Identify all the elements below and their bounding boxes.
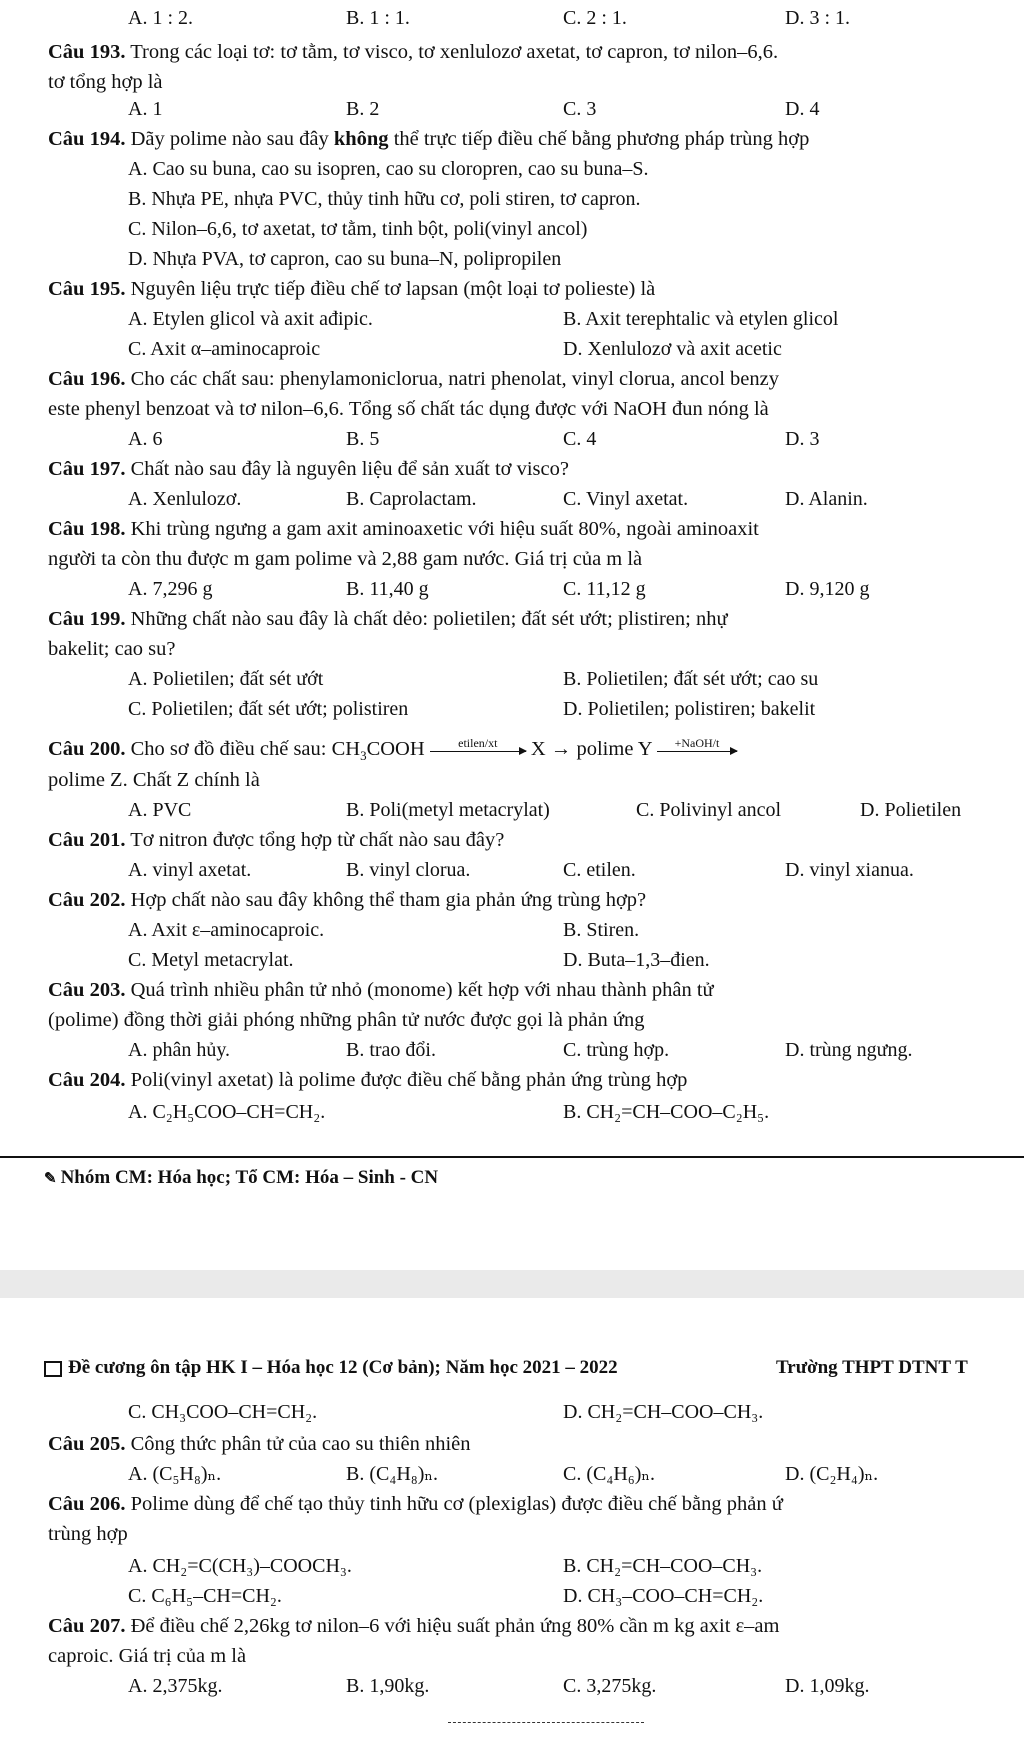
question-label: Câu 197. bbox=[48, 458, 126, 480]
question-199 bbox=[48, 607, 728, 631]
arrow-condition: etilen/xt bbox=[458, 736, 498, 750]
question-label: Câu 201. bbox=[48, 829, 126, 851]
question-202 bbox=[48, 888, 646, 912]
option-a: A. 6 bbox=[128, 428, 163, 450]
reaction-arrow bbox=[430, 737, 526, 752]
question-label: Câu 200. bbox=[48, 738, 126, 760]
book-icon bbox=[44, 1361, 62, 1377]
question-label: Câu 202. bbox=[48, 889, 126, 911]
question-label: Câu 194. bbox=[48, 128, 126, 150]
question-text: Nguyên liệu trực tiếp điều chế tơ lapsan (một loại tơ polieste) là bbox=[125, 278, 656, 300]
question-label: Câu 205. bbox=[48, 1433, 126, 1455]
option-a: A. vinyl axetat. bbox=[128, 859, 252, 881]
option-c: C. Polietilen; đất sét ướt; polistiren bbox=[128, 698, 409, 720]
question-197 bbox=[48, 457, 569, 481]
question-emphasis: không bbox=[333, 128, 389, 150]
question-text-cont: tơ tổng hợp là bbox=[48, 71, 163, 93]
option-a: A. phân hủy. bbox=[128, 1039, 231, 1061]
footer-divider bbox=[0, 1156, 1024, 1158]
option-b: B. (C₄H₈)ₙ. bbox=[346, 1463, 439, 1485]
option-d: D. 3 bbox=[785, 428, 820, 450]
header-title: Đề cương ôn tập HK I – Hóa học 12 (Cơ bản); Năm học 2021 – 2022 bbox=[68, 1357, 618, 1378]
option-c: C. trùng hợp. bbox=[563, 1039, 670, 1061]
option-b: B. 1 : 1. bbox=[346, 7, 410, 29]
question-text: thể trực tiếp điều chế bằng phương pháp trùng hợp bbox=[388, 128, 810, 150]
arrow-condition: +NaOH/t bbox=[674, 736, 720, 750]
question-label: Câu 207. bbox=[48, 1615, 126, 1637]
option-b: B. Caprolactam. bbox=[346, 488, 477, 510]
page-header-school: Trường THPT DTNT T bbox=[776, 1357, 968, 1378]
question-205 bbox=[48, 1432, 471, 1456]
option-a: A. 1 bbox=[128, 98, 163, 120]
footer-label: Nhóm CM: Hóa học; Tổ CM: Hóa – Sinh - CN bbox=[60, 1167, 439, 1188]
formula-text: COOH bbox=[366, 738, 425, 760]
option-c: C. Nilon–6,6, tơ axetat, tơ tằm, tinh bột, poli(vinyl ancol) bbox=[128, 218, 588, 240]
question-206 bbox=[48, 1492, 783, 1516]
question-label: Câu 198. bbox=[48, 518, 126, 540]
question-195 bbox=[48, 277, 655, 301]
option-a: A. C₂H₅COO–CH=CH₂. bbox=[128, 1101, 326, 1123]
option-a: A. Axit ε–aminocaproic. bbox=[128, 919, 325, 941]
question-196 bbox=[48, 367, 779, 391]
reaction-arrow bbox=[657, 737, 737, 752]
option-a: A. Cao su buna, cao su isopren, cao su cloropren, cao su buna–S. bbox=[128, 158, 649, 180]
option-b: B. Poli(metyl metacrylat) bbox=[346, 799, 550, 821]
option-d: D. 4 bbox=[785, 98, 820, 120]
option-d: D. CH₃–COO–CH=CH₂. bbox=[563, 1585, 764, 1607]
option-c: C. (C₄H₆)ₙ. bbox=[563, 1463, 656, 1485]
option-c: C. 3 bbox=[563, 98, 597, 120]
option-a: A. CH₂=C(CH₃)–COOCH₃. bbox=[128, 1555, 352, 1577]
question-203 bbox=[48, 978, 714, 1002]
option-b: B. CH₂=CH–COO–C₂H₅. bbox=[563, 1101, 770, 1123]
option-a: A. 1 : 2. bbox=[128, 7, 193, 29]
option-c: C. Metyl metacrylat. bbox=[128, 949, 294, 971]
option-b: B. vinyl clorua. bbox=[346, 859, 471, 881]
option-b: B. Nhựa PE, nhựa PVC, thủy tinh hữu cơ, poli stiren, tơ capron. bbox=[128, 188, 641, 210]
option-d: D. 3 : 1. bbox=[785, 7, 850, 29]
option-a: A. Polietilen; đất sét ướt bbox=[128, 668, 324, 690]
option-d: D. CH₂=CH–COO–CH₃. bbox=[563, 1401, 764, 1423]
option-c: C. 11,12 g bbox=[563, 578, 646, 600]
option-b: B. Axit terephtalic và etylen glicol bbox=[563, 308, 839, 330]
question-text: Hợp chất nào sau đây không thể tham gia phản ứng trùng hợp? bbox=[125, 889, 647, 911]
question-label: Câu 199. bbox=[48, 608, 126, 630]
option-c: C. etilen. bbox=[563, 859, 636, 881]
option-c: C. C₆H₅–CH=CH₂. bbox=[128, 1585, 282, 1607]
option-a: A. 7,296 g bbox=[128, 578, 213, 600]
option-d: D. trùng ngưng. bbox=[785, 1039, 913, 1061]
question-text: Poli(vinyl axetat) là polime được điều chế bằng phản ứng trùng hợp bbox=[125, 1069, 688, 1091]
option-b: B. 2 bbox=[346, 98, 380, 120]
question-201 bbox=[48, 828, 504, 852]
question-text-cont: este phenyl benzoat và tơ nilon–6,6. Tổng số chất tác dụng được với NaOH đun nóng là bbox=[48, 398, 769, 420]
question-text: Polime dùng để chế tạo thủy tinh hữu cơ (plexiglas) được điều chế bằng phản ứ bbox=[125, 1493, 783, 1515]
footer-text bbox=[44, 1166, 438, 1191]
option-b: B. trao đổi. bbox=[346, 1039, 436, 1061]
option-a: A. PVC bbox=[128, 799, 192, 821]
question-text: Khi trùng ngưng a gam axit aminoaxetic với hiệu suất 80%, ngoài aminoaxit bbox=[125, 518, 759, 540]
question-207 bbox=[48, 1614, 779, 1638]
question-text-cont: người ta còn thu được m gam polime và 2,88 gam nước. Giá trị của m là bbox=[48, 548, 643, 570]
option-a: A. 2,375kg. bbox=[128, 1675, 223, 1697]
option-d: D. 1,09kg. bbox=[785, 1675, 870, 1697]
question-label: Câu 206. bbox=[48, 1493, 126, 1515]
option-c: C. 2 : 1. bbox=[563, 7, 627, 29]
question-194 bbox=[48, 127, 809, 151]
option-d: D. Xenlulozơ và axit acetic bbox=[563, 338, 782, 360]
option-a: A. (C₅H₈)ₙ. bbox=[128, 1463, 222, 1485]
question-text: Để điều chế 2,26kg tơ nilon–6 với hiệu suất phản ứng 80% cần m kg axit ε–am bbox=[125, 1615, 780, 1637]
question-text: Công thức phân tử của cao su thiên nhiên bbox=[125, 1433, 471, 1455]
option-d: D. Alanin. bbox=[785, 488, 868, 510]
question-198 bbox=[48, 517, 759, 541]
question-text-cont: polime Z. Chất Z chính là bbox=[48, 769, 260, 791]
question-text: Trong các loại tơ: tơ tằm, tơ visco, tơ xenlulozơ axetat, tơ capron, tơ nilon–6,6. bbox=[125, 41, 779, 63]
option-b: B. Polietilen; đất sét ướt; cao su bbox=[563, 668, 819, 690]
question-label: Câu 203. bbox=[48, 979, 126, 1001]
end-divider bbox=[448, 1722, 644, 1723]
option-c: C. CH₃COO–CH=CH₂. bbox=[128, 1401, 318, 1423]
question-label: Câu 204. bbox=[48, 1069, 126, 1091]
option-b: B. 1,90kg. bbox=[346, 1675, 430, 1697]
option-b: B. 5 bbox=[346, 428, 380, 450]
option-b: B. Stiren. bbox=[563, 919, 640, 941]
question-text-cont: trùng hợp bbox=[48, 1523, 128, 1545]
question-200 bbox=[48, 737, 737, 768]
page-header bbox=[44, 1356, 618, 1380]
option-d: D. (C₂H₄)ₙ. bbox=[785, 1463, 879, 1485]
option-c: C. 4 bbox=[563, 428, 597, 450]
question-text: Những chất nào sau đây là chất dẻo: polietilen; đất sét ướt; plistiren; nhự bbox=[125, 608, 728, 630]
question-label: Câu 193. bbox=[48, 41, 126, 63]
option-d: D. 9,120 g bbox=[785, 578, 870, 600]
question-text: Quá trình nhiều phân tử nhỏ (monome) kết hợp với nhau thành phân tử bbox=[125, 979, 714, 1001]
question-text: Tơ nitron được tổng hợp từ chất nào sau đây? bbox=[125, 829, 505, 851]
question-193 bbox=[48, 40, 778, 64]
option-d: D. vinyl xianua. bbox=[785, 859, 914, 881]
page-gap bbox=[0, 1270, 1024, 1298]
question-text: Chất nào sau đây là nguyên liệu để sản xuất tơ visco? bbox=[125, 458, 569, 480]
subscript: 3 bbox=[360, 748, 367, 764]
question-text: X → polime Y bbox=[525, 738, 652, 760]
question-text: Dãy polime nào sau đây bbox=[125, 128, 334, 150]
question-label: Câu 196. bbox=[48, 368, 126, 390]
option-d: D. Polietilen bbox=[860, 799, 962, 821]
option-a: A. Xenlulozơ. bbox=[128, 488, 242, 510]
question-text: Cho sơ đồ điều chế sau: CH bbox=[125, 738, 361, 760]
option-d: D. Polietilen; polistiren; bakelit bbox=[563, 698, 816, 720]
question-text: Cho các chất sau: phenylamoniclorua, natri phenolat, vinyl clorua, ancol benzy bbox=[125, 368, 779, 390]
question-204 bbox=[48, 1068, 687, 1092]
pen-icon: ✎ bbox=[44, 1171, 57, 1187]
option-a: A. Etylen glicol và axit ađipic. bbox=[128, 308, 373, 330]
option-c: C. Vinyl axetat. bbox=[563, 488, 689, 510]
option-c: C. Axit α–aminocaproic bbox=[128, 338, 321, 360]
option-b: B. 11,40 g bbox=[346, 578, 429, 600]
option-b: B. CH₂=CH–COO–CH₃. bbox=[563, 1555, 763, 1577]
question-text-cont: bakelit; cao su? bbox=[48, 638, 176, 660]
question-label: Câu 195. bbox=[48, 278, 126, 300]
question-text-cont: (polime) đồng thời giải phóng những phân tử nước được gọi là phản ứng bbox=[48, 1009, 645, 1031]
question-text-cont: caproic. Giá trị của m là bbox=[48, 1645, 247, 1667]
option-d: D. Buta–1,3–đien. bbox=[563, 949, 710, 971]
option-c: C. Polivinyl ancol bbox=[636, 799, 781, 821]
option-c: C. 3,275kg. bbox=[563, 1675, 657, 1697]
option-d: D. Nhựa PVA, tơ capron, cao su buna–N, polipropilen bbox=[128, 248, 562, 270]
